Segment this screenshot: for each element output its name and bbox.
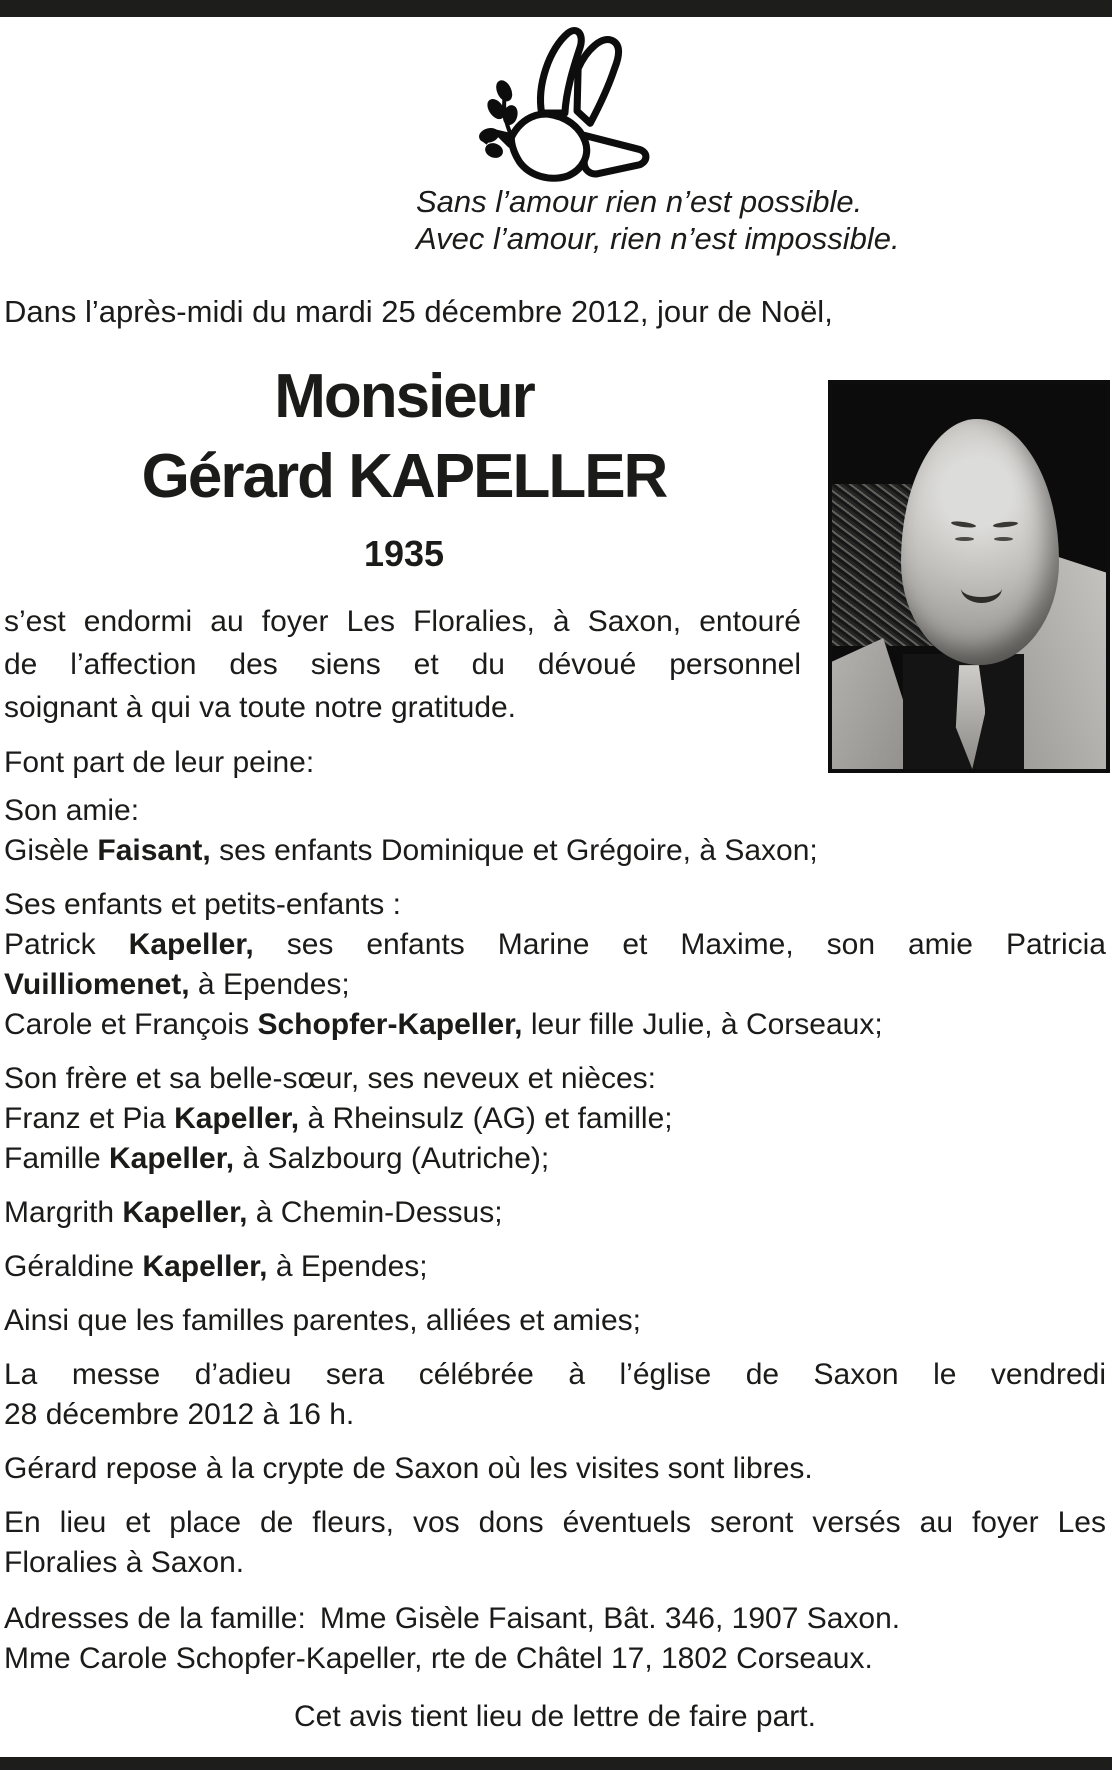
mass-line-2: 28 décembre 2012 à 16 h. (4, 1398, 355, 1431)
carole-line: Carole et François Schopfer-Kapeller, leur fille Julie, à Corseaux; (4, 1008, 883, 1041)
quote-line-1: Sans l’amour rien n’est possible. (416, 184, 863, 219)
death-notice-line-3: soignant à qui va toute notre gratitude. (4, 691, 517, 724)
bottom-rule-bar (0, 1757, 1112, 1770)
deceased-title-block (4, 364, 804, 576)
geraldine-line: Géraldine Kapeller, à Ependes; (4, 1250, 428, 1283)
girlfriend-line: Gisèle Faisant, ses enfants Dominique et Grégoire, à Saxon; (4, 834, 818, 867)
surname-bold: Faisant, (97, 834, 211, 867)
address-line-2: Mme Carole Schopfer-Kapeller, rte de Châtel 17, 1802 Corseaux. (4, 1642, 873, 1675)
surname-bold: Kapeller, (174, 1102, 300, 1135)
surname-bold: Kapeller, (128, 928, 254, 961)
children-header: Ses enfants et petits-enfants : (4, 888, 401, 921)
deceased-salutation: Monsieur (274, 362, 534, 431)
franz-line: Franz et Pia Kapeller, à Rheinsulz (AG) et famille; (4, 1102, 673, 1135)
children-section (4, 885, 1106, 1045)
donation-line-2: Floralies à Saxon. (4, 1546, 245, 1579)
mass-line-1: La messe d’adieu sera célébrée à l’église de Saxon le vendredi (4, 1358, 1106, 1391)
brother-header: Son frère et sa belle-sœur, ses neveux et nièces: (4, 1062, 656, 1095)
address-line-1: Adresses de la famille: Mme Gisèle Faisant, Bât. 346, 1907 Saxon. (4, 1602, 901, 1635)
patrick-line-1: Patrick Kapeller, ses enfants Marine et Maxime, son amie Patricia (4, 928, 1106, 961)
birth-year: 1935 (363, 533, 445, 574)
death-notice-line-2: de l’affection des siens et du dévoué personnel (4, 648, 801, 681)
salzbourg-line: Famille Kapeller, à Salzbourg (Autriche); (4, 1142, 550, 1175)
quote-line-2: Avec l’amour, rien n’est impossible. (416, 221, 900, 256)
surname-bold: Vuilliomenet, (4, 968, 190, 1001)
girlfriend-header: Son amie: (4, 794, 140, 827)
death-notice-paragraph (4, 600, 801, 729)
crypt-line: Gérard repose à la crypte de Saxon où les visites sont libres. (4, 1452, 813, 1485)
mourning-intro: Font part de leur peine: (4, 746, 315, 779)
addresses-label: Adresses de la famille: (4, 1602, 306, 1635)
mass-paragraph (4, 1355, 1106, 1435)
death-notice-line-1: s’est endormi au foyer Les Floralies, à Saxon, entouré (4, 605, 801, 638)
surname-bold: Kapeller, (122, 1196, 248, 1229)
surname-bold: Kapeller, (109, 1142, 235, 1175)
memorial-quote (416, 183, 1106, 257)
patrick-line-2: Vuilliomenet, à Ependes; (4, 968, 350, 1001)
surname-bold: Schopfer-Kapeller, (257, 1008, 523, 1041)
deceased-name: Gérard KAPELLER (141, 442, 667, 511)
surname-bold: Kapeller, (142, 1250, 268, 1283)
addresses-paragraph (4, 1599, 1106, 1679)
notice-content (4, 0, 1106, 1737)
footer-line: Cet avis tient lieu de lettre de faire part. (294, 1700, 816, 1733)
brother-section (4, 1059, 1106, 1179)
families-line: Ainsi que les familles parentes, alliées et amies; (4, 1304, 641, 1337)
donation-line-1: En lieu et place de fleurs, vos dons éventuels seront versés au foyer Les (4, 1506, 1106, 1539)
intro-line: Dans l’après-midi du mardi 25 décembre 2012, jour de Noël, (4, 294, 833, 329)
girlfriend-section (4, 791, 1106, 871)
donation-paragraph (4, 1503, 1106, 1583)
margrith-line: Margrith Kapeller, à Chemin-Dessus; (4, 1196, 503, 1229)
